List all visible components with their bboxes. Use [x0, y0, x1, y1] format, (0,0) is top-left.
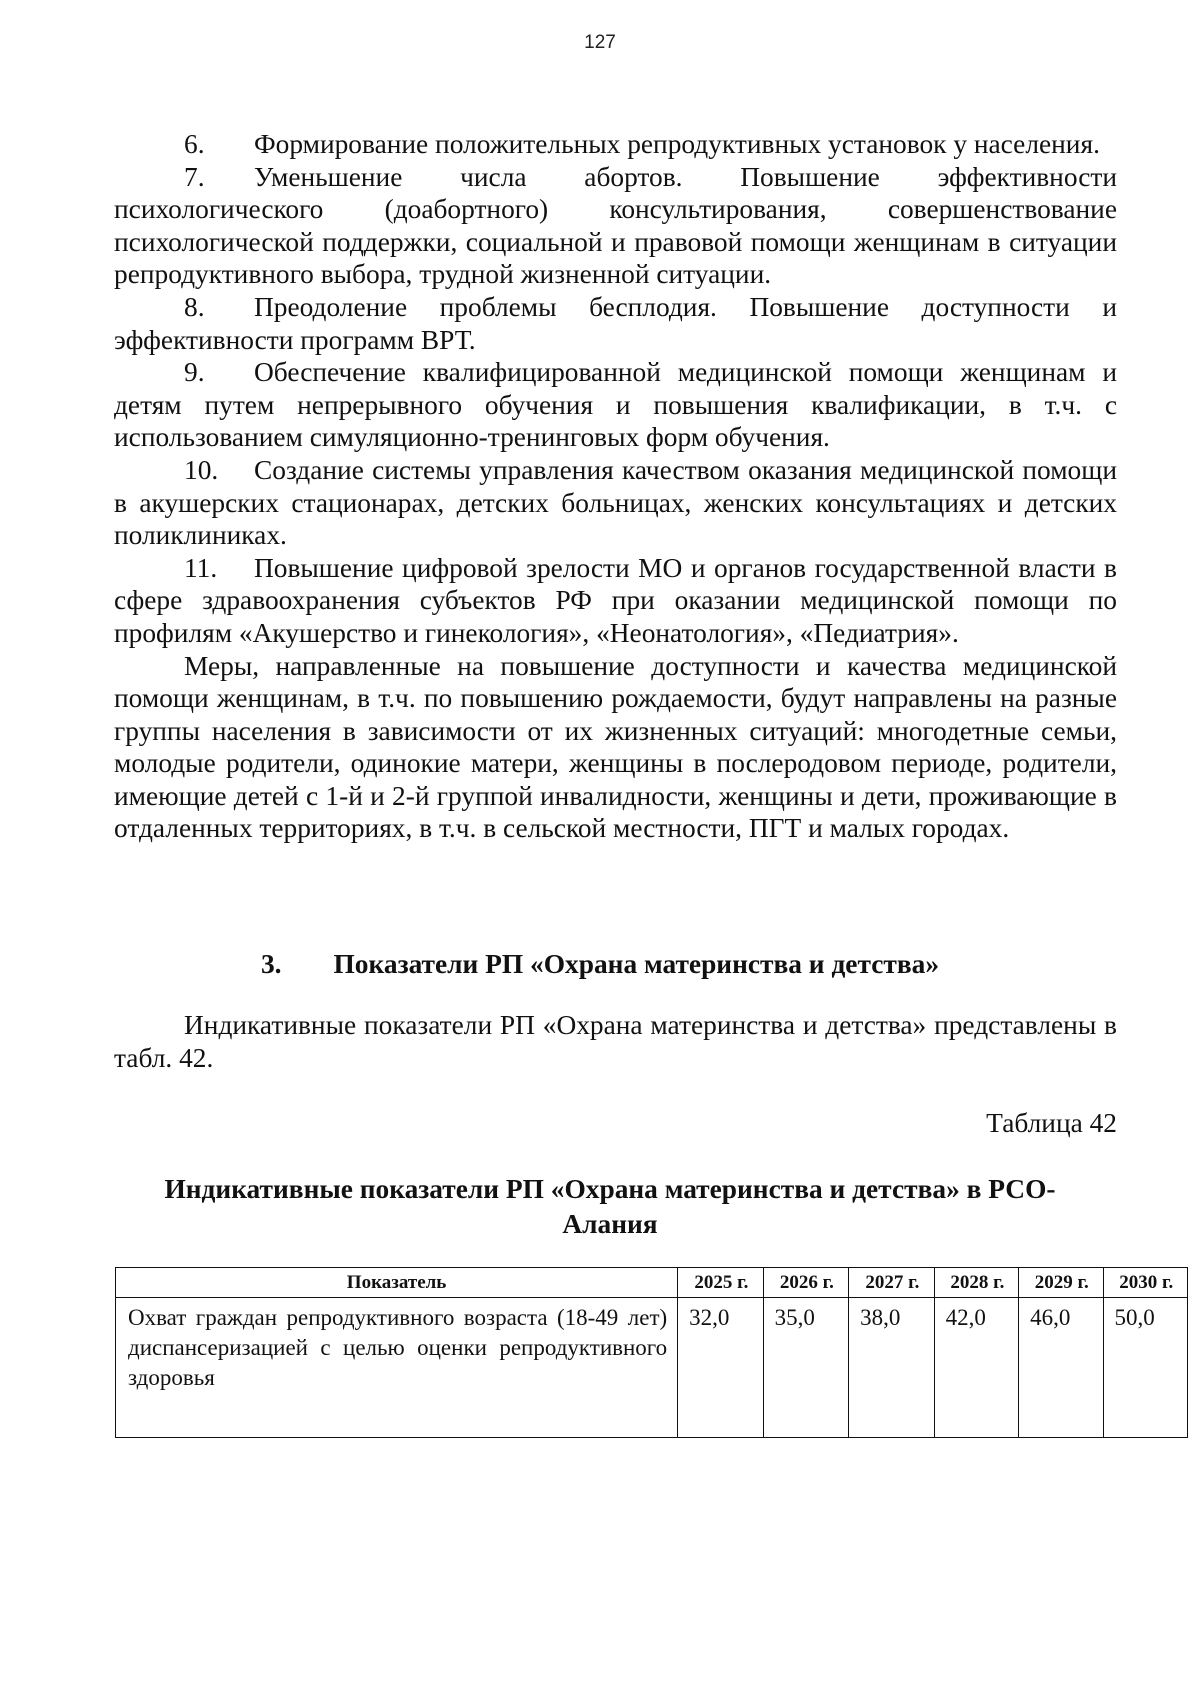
column-header-indicator: Показатель — [116, 1268, 678, 1298]
value-cell: 50,0 — [1103, 1298, 1187, 1438]
table-header-row — [116, 1268, 1188, 1298]
value-cell: 38,0 — [849, 1298, 935, 1438]
table-label: Таблица 42 — [986, 1108, 1117, 1138]
section-number: 3. — [260, 949, 282, 979]
item-number: 6. — [184, 129, 205, 159]
table-title: Индикативные показатели РП «Охрана материнства и детства» в РСО-Алания — [164, 1174, 1056, 1239]
list-item — [114, 454, 1117, 552]
value-cell: 42,0 — [934, 1298, 1018, 1438]
table-row — [116, 1298, 1188, 1438]
column-header-year: 2025 г. — [678, 1268, 764, 1298]
item-number: 8. — [184, 291, 205, 322]
closing-paragraph: Меры, направленные на повышение доступности и качества медицинской помощи женщинам, в т.ч. по повышению рождаемости, будут направлены на разные группы населения в зависимости от их жизненных ситуаций: многодетные семьи, молодые родители, одинокие матери, женщины в послеродовом периоде, родители, имеющие детей с 1-й и 2-й группой инвалидности, женщины и дети, проживающие в отдаленных территориях, в т.ч. в сельской местности, ПГТ и малых городах. — [114, 650, 1117, 844]
item-number: 11. — [184, 552, 218, 583]
item-number: 9. — [184, 357, 205, 388]
item-text: Обеспечение квалифицированной медицинской помощи женщинам и детям путем непрерывного обучения и повышения квалификации, в т.ч. с использованием симуляционно-тренинговых форм обучения. — [114, 357, 1117, 453]
page-number: 127 — [584, 32, 616, 53]
indicator-cell: Охват граждан репродуктивного возраста (18-49 лет) диспансеризацией с целью оценки репродуктивного здоровья — [116, 1298, 678, 1438]
item-number: 7. — [184, 161, 205, 192]
value-cell: 35,0 — [763, 1298, 849, 1438]
list-item — [114, 161, 1117, 291]
column-header-year: 2027 г. — [849, 1268, 935, 1298]
item-number: 10. — [184, 454, 219, 485]
column-header-year: 2030 г. — [1103, 1268, 1187, 1298]
item-text: Преодоление проблемы бесплодия. Повышение доступности и эффективности программ ВРТ. — [114, 291, 1117, 355]
indicators-table — [115, 1267, 1188, 1438]
value-cell: 32,0 — [678, 1298, 764, 1438]
column-header-year: 2026 г. — [763, 1268, 849, 1298]
list-item — [114, 291, 1117, 356]
item-text: Повышение цифровой зрелости МО и органов государственной власти в сфере здравоохранения субъектов РФ при оказании медицинской помощи по профилям «Акушерство и гинекология», «Неонатология», «Педиатрия». — [114, 552, 1117, 648]
measures-list — [114, 128, 1117, 845]
column-header-year: 2029 г. — [1019, 1268, 1103, 1298]
column-header-year: 2028 г. — [934, 1268, 1018, 1298]
item-text: Формирование положительных репродуктивных установок у населения. — [254, 129, 1100, 159]
item-text: Уменьшение числа абортов. Повышение эффективности психологического (доабортного) консультирования, совершенствование психологической поддержки, социальной и правовой помощи женщинам в ситуации репродуктивного выбора, трудной жизненной ситуации. — [114, 161, 1117, 290]
section-heading — [0, 948, 1200, 980]
section-intro: Индикативные показатели РП «Охрана материнства и детства» представлены в табл. 42. — [114, 1010, 1117, 1073]
list-item — [114, 552, 1117, 650]
list-item — [114, 128, 1117, 161]
list-item — [114, 356, 1117, 454]
section-title: Показатели РП «Охрана материнства и детства» — [333, 949, 940, 979]
value-cell: 46,0 — [1019, 1298, 1103, 1438]
item-text: Создание системы управления качеством оказания медицинской помощи в акушерских стационарах, детских больницах, женских консультациях и детских поликлиниках. — [114, 454, 1117, 551]
